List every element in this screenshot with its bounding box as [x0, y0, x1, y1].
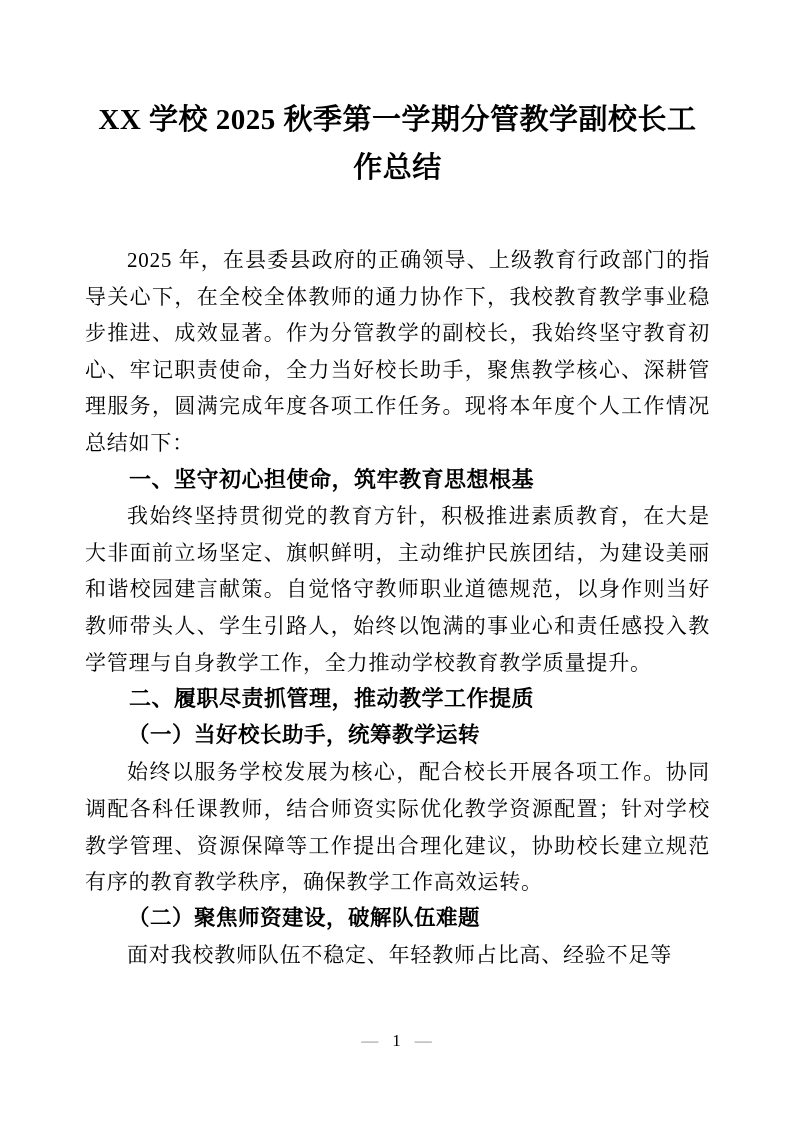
footer-right-dash: — [414, 1031, 432, 1050]
intro-paragraph: 2025 年，在县委县政府的正确领导、上级教育行政部门的指导关心下，在全校全体教师的通力协作下，我校教育教学事业稳步推进、成效显著。作为分管教学的副校长，我始终坚守教育初心、牢记职责使命，全力当好校长助手，聚焦教学核心、深耕管理服务，圆满完成年度各项工作任务。现将本年度个人工作情况总结如下： [85, 248, 710, 455]
section-1-heading: 一、坚守初心担使命，筑牢教育思想根基 [129, 466, 535, 492]
section-1-paragraph: 我始终坚持贯彻党的教育方针，积极推进素质教育，在大是大非面前立场坚定、旗帜鲜明，主动维护民族团结，为建设美丽和谐校园建言献策。自觉恪守教师职业道德规范，以身作则当好教师带头人、学生引路人，始终以饱满的事业心和责任感投入教学管理与自身教学工作，全力推动学校教育教学质量提升。 [85, 504, 710, 675]
subsection-2-2-paragraph: 面对我校教师队伍不稳定、年轻教师占比高、经验不足等 [127, 943, 672, 968]
page-footer [0, 1030, 793, 1052]
section-2-heading: 二、履职尽责抓管理，推动教学工作提质 [129, 686, 535, 712]
page-number: 1 [392, 1031, 401, 1050]
subsection-2-2-heading: （二）聚焦师资建设，破解队伍难题 [128, 905, 481, 931]
subsection-2-1-heading: （一）当好校长助手，统筹教学运转 [128, 722, 481, 748]
document-title: XX 学校 2025 秋季第一学期分管教学副校长工作总结 [98, 104, 697, 184]
footer-left-dash: — [361, 1031, 379, 1050]
subsection-2-1-paragraph: 始终以服务学校发展为核心，配合校长开展各项工作。协同调配各科任课教师，结合师资实际优化教学资源配置；针对学校教学管理、资源保障等工作提出合理化建议，协助校长建立规范有序的教育教学秩序，确保教学工作高效运转。 [85, 760, 710, 895]
